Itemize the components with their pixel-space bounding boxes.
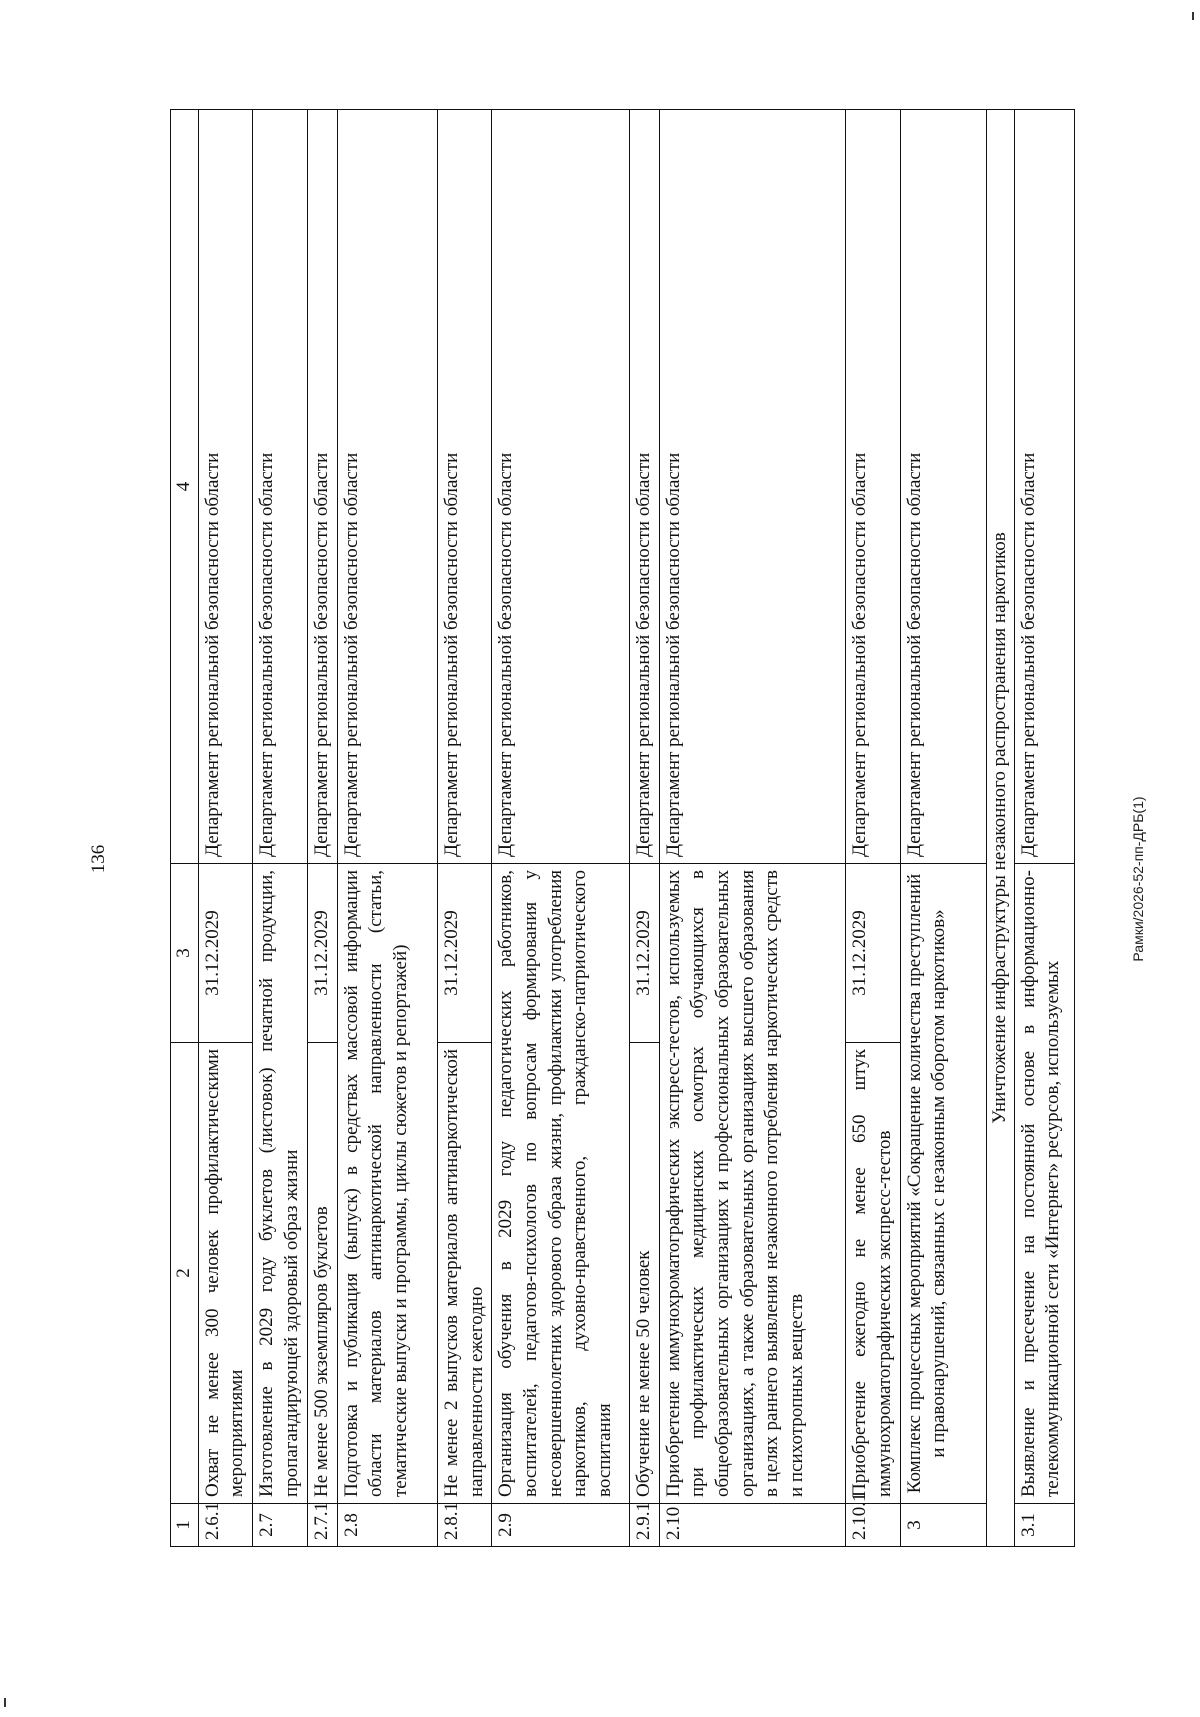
- row-number: 2.7: [253, 1504, 308, 1547]
- row-text: Охват не менее 300 человек профилактическими мероприятиями: [198, 1043, 253, 1504]
- row-number: 3.1: [1014, 1504, 1074, 1547]
- row-text: Приобретение ежегодно не менее 650 штук иммунохроматографических экспресс-тестов: [846, 1043, 901, 1504]
- row-responsible: Департамент региональной безопасности области: [337, 110, 437, 864]
- row-text: Приобретение иммунохроматографических экспресс-тестов, используемых при профилактических медицинских осмотрах обучающихся в общеобразовательных организациях и профессиональных образовательных организациях, а также образовательных организациях высшего образования в целях раннего выявления незаконного потребления наркотических средств и психотропных веществ: [659, 864, 846, 1504]
- row-number: 2.6.1: [198, 1504, 253, 1547]
- table-row: [437, 110, 492, 1547]
- row-number: 2.9: [492, 1504, 629, 1547]
- row-responsible: Департамент региональной безопасности области: [253, 110, 308, 864]
- row-text: Выявление и пресечение на постоянной основе в информационно-телекоммуникационной сети «Интернет» ресурсов, используемых: [1014, 864, 1074, 1504]
- scan-mark-bottom-left: [4, 1698, 6, 1707]
- document-code: Рамки/2026-52-пп-ДРБ(1): [1130, 796, 1146, 962]
- row-number: 2.9.1: [629, 1504, 659, 1547]
- row-responsible: Департамент региональной безопасности области: [846, 110, 901, 864]
- header-col-4: 4: [171, 110, 199, 864]
- table-row: [629, 110, 659, 1547]
- table-row: [253, 110, 308, 1547]
- row-number: 3: [900, 1504, 986, 1547]
- row-responsible: Департамент региональной безопасности области: [629, 110, 659, 864]
- rotated-table-wrapper: [170, 110, 1075, 1547]
- scan-mark-top-right: [1192, 12, 1194, 20]
- row-responsible: Департамент региональной безопасности области: [437, 110, 492, 864]
- table-row: [198, 110, 253, 1547]
- row-text: Не менее 2 выпусков материалов антинаркотической направленности ежегодно: [437, 1043, 492, 1504]
- header-col-2: 2: [171, 1043, 199, 1504]
- header-col-1: 1: [171, 1504, 199, 1547]
- row-date: 31.12.2029: [437, 864, 492, 1043]
- row-text: Обучение не менее 50 человек: [629, 1043, 659, 1504]
- row-date: 31.12.2029: [846, 864, 901, 1043]
- page-number: 136: [88, 844, 109, 874]
- table-row: [307, 110, 337, 1547]
- header-col-3: 3: [171, 864, 199, 1043]
- header-row: [171, 110, 199, 1547]
- table-row: [337, 110, 437, 1547]
- row-responsible: Департамент региональной безопасности области: [198, 110, 253, 864]
- row-number: 2.8: [337, 1504, 437, 1547]
- row-responsible: Департамент региональной безопасности области: [1014, 110, 1074, 864]
- row-text: Комплекс процессных мероприятий «Сокращение количества преступлений и правонарушений, связанных с незаконным оборотом наркотиков»: [900, 864, 986, 1504]
- section-title: Уничтожение инфраструктуры незаконного распространения наркотиков: [986, 110, 1014, 1547]
- table-row: [1014, 110, 1074, 1547]
- row-responsible: Департамент региональной безопасности области: [492, 110, 629, 864]
- row-date: 31.12.2029: [307, 864, 337, 1043]
- row-number: 2.8.1: [437, 1504, 492, 1547]
- row-date: 31.12.2029: [198, 864, 253, 1043]
- row-number: 2.7.1: [307, 1504, 337, 1547]
- table-row: [846, 110, 901, 1547]
- row-number: 2.10.1: [846, 1504, 901, 1547]
- section-row: [986, 110, 1014, 1547]
- row-responsible: Департамент региональной безопасности области: [659, 110, 846, 864]
- row-text: Не менее 500 экземпляров буклетов: [307, 1043, 337, 1504]
- row-text: Организация обучения в 2029 году педагогических работников, воспитателей, педагогов-психологов по вопросам формирования у несовершеннолетних здорового образа жизни, профилактики употребления наркотиков, духовно-нравственного, гражданско-патриотического воспитания: [492, 864, 629, 1504]
- row-text: Изготовление в 2029 году буклетов (листовок) печатной продукции, пропагандирующей здоровый образ жизни: [253, 864, 308, 1504]
- table-row: [659, 110, 846, 1547]
- table-row: [900, 110, 986, 1547]
- table-row: [492, 110, 629, 1547]
- row-text: Подготовка и публикация (выпуск) в средствах массовой информации области материалов антинаркотической направленности (статьи, тематические выпуски и программы, циклы сюжетов и репортажей): [337, 864, 437, 1504]
- row-responsible: Департамент региональной безопасности области: [900, 110, 986, 864]
- row-date: 31.12.2029: [629, 864, 659, 1043]
- row-number: 2.10: [659, 1504, 846, 1547]
- measures-table: [170, 109, 1075, 1547]
- row-responsible: Департамент региональной безопасности области: [307, 110, 337, 864]
